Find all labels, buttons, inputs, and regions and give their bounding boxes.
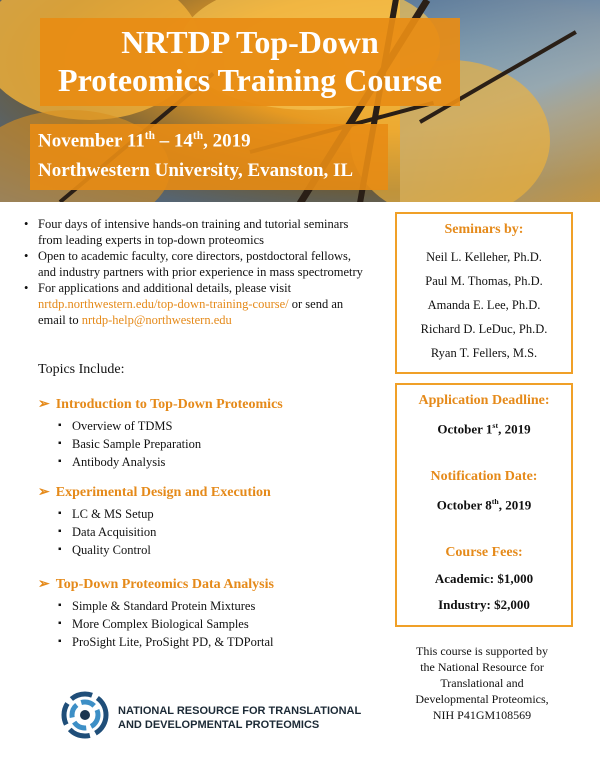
application-deadline-value: October 1st, 2019 bbox=[437, 421, 531, 437]
topic-title: Top-Down Proteomics Data Analysis bbox=[55, 577, 274, 592]
topic-title: Experimental Design and Execution bbox=[55, 485, 271, 500]
topic-item: ▪ Overview of TDMS bbox=[38, 417, 283, 435]
nrtdp-logo-icon bbox=[60, 690, 110, 740]
topic-item: ▪ Quality Control bbox=[38, 541, 271, 559]
notification-date-value: October 8th, 2019 bbox=[436, 497, 532, 513]
speaker-name: Ryan T. Fellers, M.S. bbox=[430, 346, 538, 360]
topic-item: ▪ Data Acquisition bbox=[38, 523, 271, 541]
bullet-item: • Four days of intensive hands-on training and tutorial seminars from leading experts in top-down proteomics bbox=[24, 216, 369, 248]
bullet-item: • Open to academic faculty, core directors, postdoctoral fellows, and industry partners with prior experience in mass spectrometry bbox=[24, 248, 369, 280]
course-fees-label: Course Fees: bbox=[445, 545, 523, 560]
topics-heading: Topics Include: bbox=[38, 362, 125, 377]
topic-item: ▪ LC & MS Setup bbox=[38, 505, 271, 523]
course-location: Northwestern University, Evanston, IL bbox=[38, 160, 354, 181]
date-banner bbox=[30, 124, 388, 190]
seminars-box bbox=[395, 212, 573, 374]
page-title-line1: NRTDP Top-Down bbox=[121, 24, 379, 60]
speaker-name: Richard D. LeDuc, Ph.D. bbox=[420, 322, 548, 336]
speaker-name: Paul M. Thomas, Ph.D. bbox=[425, 274, 543, 288]
arrow-icon: ➢ bbox=[38, 485, 50, 500]
arrow-icon: ➢ bbox=[38, 397, 50, 412]
topic-item: ▪ Antibody Analysis bbox=[38, 453, 283, 471]
intro-bullets bbox=[24, 216, 369, 328]
title-banner bbox=[40, 18, 460, 106]
bullet-item: • For applications and additional details, please visit nrtdp.northwestern.edu/top-down-training-course/ or send an email to nrtdp-help@northwestern.edu bbox=[24, 280, 369, 328]
fee-academic: Academic: $1,000 bbox=[434, 571, 534, 586]
fee-industry: Industry: $2,000 bbox=[438, 597, 530, 612]
header-photo bbox=[0, 0, 600, 202]
topic-item: ▪ Simple & Standard Protein Mixtures bbox=[38, 597, 274, 615]
topic-item: ▪ More Complex Biological Samples bbox=[38, 615, 274, 633]
course-dates: November 11th – 14th, 2019 bbox=[38, 130, 251, 152]
seminars-heading: Seminars by: bbox=[444, 222, 524, 237]
logo-text: NATIONAL RESOURCE FOR TRANSLATIONAL AND DEVELOPMENTAL PROTEOMICS bbox=[118, 705, 362, 731]
course-link[interactable]: nrtdp.northwestern.edu/top-down-training-course/ bbox=[38, 297, 289, 311]
email-link[interactable]: nrtdp-help@northwestern.edu bbox=[81, 313, 232, 327]
notification-date-label: Notification Date: bbox=[430, 469, 538, 484]
deadlines-box bbox=[395, 383, 573, 627]
topic-group bbox=[38, 396, 283, 471]
speaker-name: Neil L. Kelleher, Ph.D. bbox=[426, 250, 542, 264]
topic-group bbox=[38, 484, 271, 559]
topic-title: Introduction to Top-Down Proteomics bbox=[55, 397, 283, 412]
topic-item: ▪ ProSight Lite, ProSight PD, & TDPortal bbox=[38, 633, 274, 651]
application-deadline-label: Application Deadline: bbox=[418, 393, 550, 408]
support-note: This course is supported by the National Resource for Translational and Developmental Proteomics, NIH P41GM108569 bbox=[415, 644, 549, 722]
arrow-icon: ➢ bbox=[38, 577, 50, 592]
topic-group bbox=[38, 576, 274, 651]
topic-item: ▪ Basic Sample Preparation bbox=[38, 435, 283, 453]
speaker-name: Amanda E. Lee, Ph.D. bbox=[427, 298, 541, 312]
page-title-line2: Proteomics Training Course bbox=[58, 62, 442, 98]
